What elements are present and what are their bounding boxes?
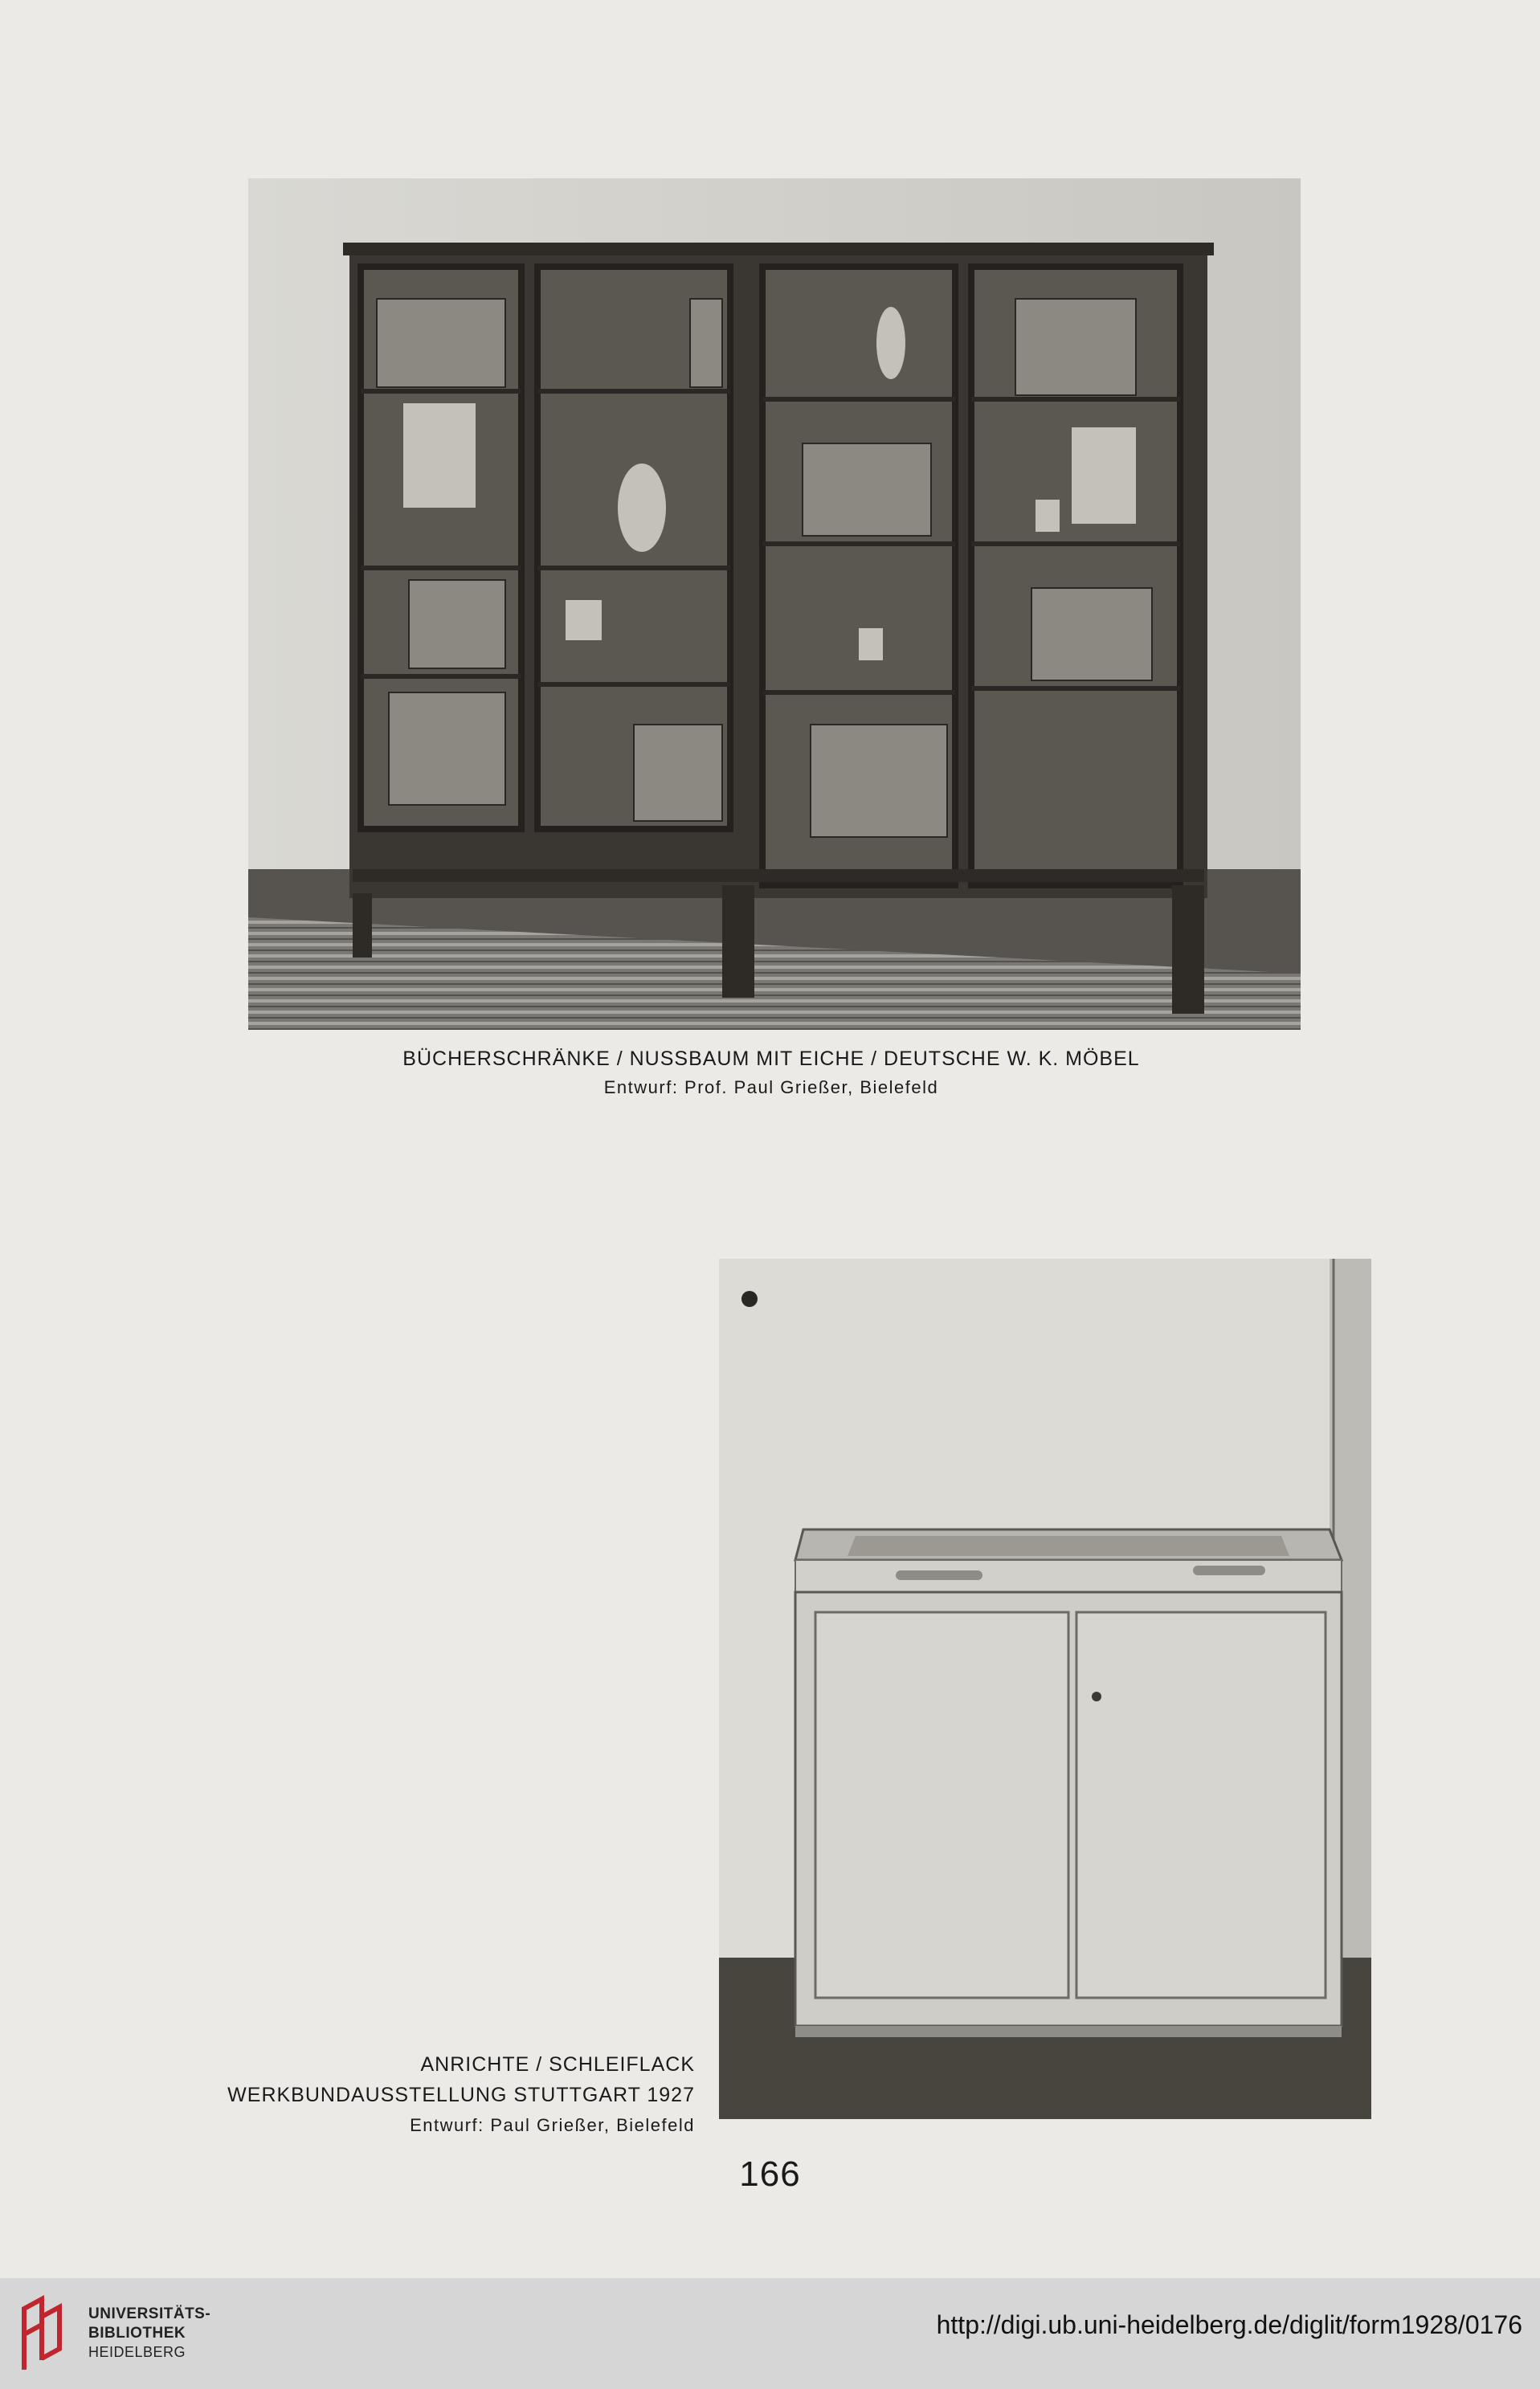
bookcases-caption-credit: Entwurf: Prof. Paul Grießer, Bielefeld — [603, 1077, 939, 1097]
sideboard-caption-credit: Entwurf: Paul Grießer, Bielefeld — [410, 2115, 695, 2135]
library-name-line2: BIBLIOTHEK — [88, 2325, 186, 2342]
bookcases-caption-title: BÜCHERSCHRÄNKE / NUSSBAUM MIT EICHE / DEUTSCHE W. K. MÖBEL — [402, 1047, 1140, 1070]
permalink-url[interactable]: http://digi.ub.uni-heidelberg.de/diglit/form1928/0176 — [936, 2310, 1522, 2339]
library-name-line3: HEIDELBERG — [88, 2344, 186, 2360]
sideboard-caption-line1: ANRICHTE / SCHLEIFLACK — [420, 2053, 695, 2076]
bookcases-photo — [248, 178, 1301, 1030]
sideboard-photo — [719, 1259, 1371, 2119]
page-number: 166 — [739, 2154, 801, 2194]
library-footer — [0, 2278, 1540, 2389]
library-name-line1: UNIVERSITÄTS- — [88, 2305, 211, 2322]
sideboard-caption-line2: WERKBUNDAUSSTELLUNG STUTTGART 1927 — [227, 2084, 695, 2106]
university-library-logo-icon[interactable] — [18, 2293, 74, 2376]
